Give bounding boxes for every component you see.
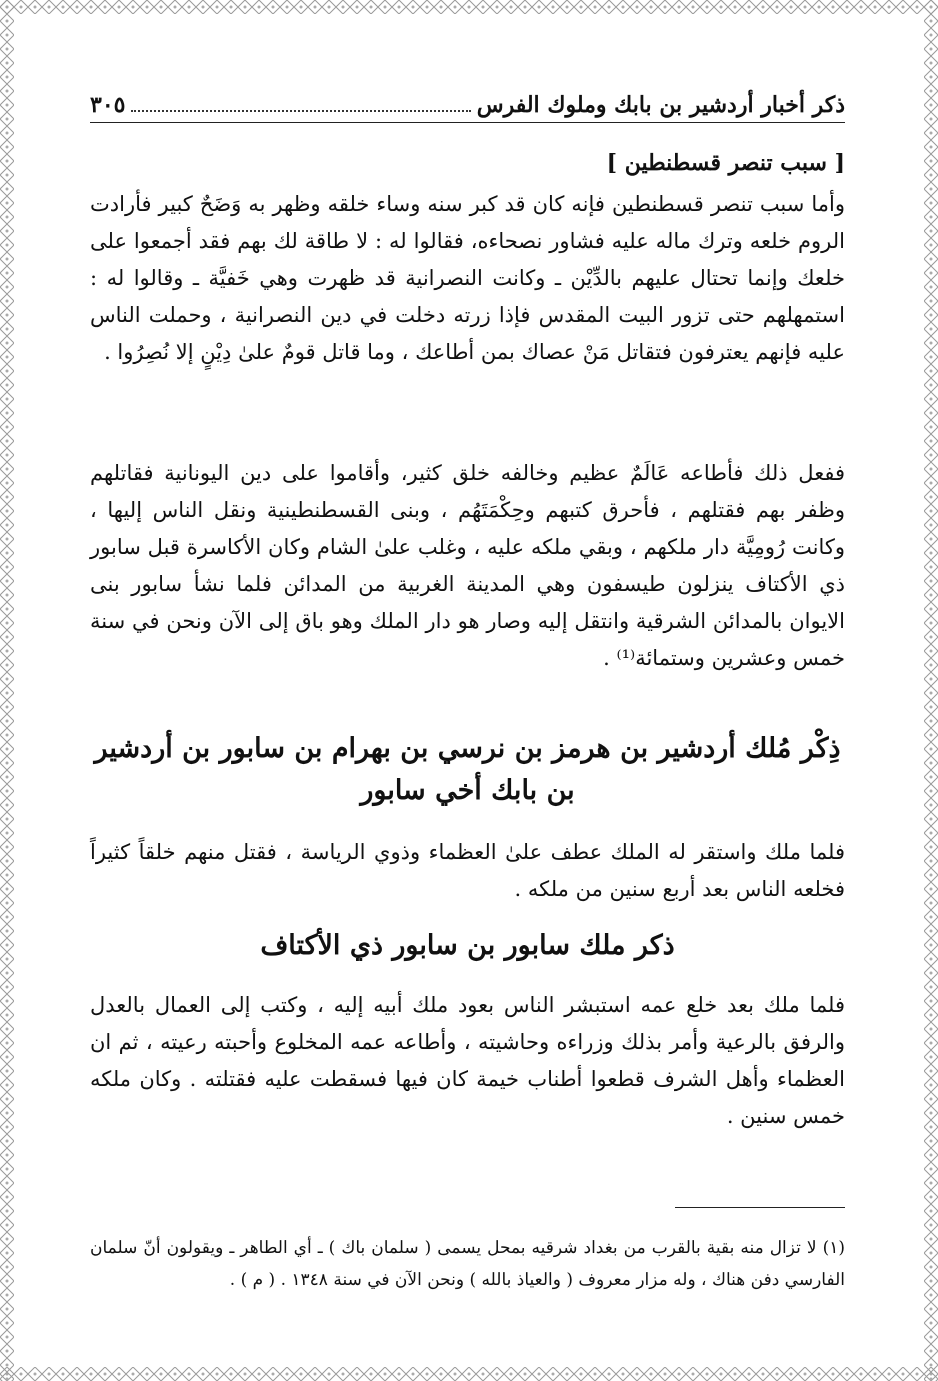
heading-sabur: ذكر ملك سابور بن سابور ذي الأكتاف [260,930,675,961]
decorative-border-bottom [0,1367,938,1381]
running-header [90,88,845,118]
page-number: ٣٠٥ [90,92,126,118]
paragraph-2: ففعل ذلك فأطاعه عَالَمٌ عظيم وخالفه خلق كثير، وأقاموا على دين اليونانية فقاتلهم وظفر بهم فقتلهم ، فأحرق كتبهم وحِكْمَتَهُم ، وبنى القسطنطينية ونقل الناس إليها ، وكانت رُومِيَّة دار ملكهم ، وبقي ملكه عليه ، وغلب علىٰ الشام وكان الأكاسرة قبل سابور ذي الأكتاف ينزلون طيسفون وهي المدينة الغربية من المدائن فلما نشأ سابور بنى الايوان بالمدائن الشرقية وانتقل إليه وصار هو دار الملك وهو باق إلى الآن ونحن في سنة خمس وعشرين وستمائة⁽¹⁾ . [90,461,845,670]
running-title: ذكر أخبار أردشير بن بابك وملوك الفرس [476,92,845,118]
footnote-rule [675,1207,845,1208]
decorative-border-top [0,0,938,14]
decorative-border-left [0,0,14,1381]
heading-ardashir: ذِكْر مُلك أردشير بن هرمز بن نرسي بن بهرام بن سابور بن أردشير بن بابك أخي سابور [94,733,841,806]
decorative-border-right [924,0,938,1381]
header-rule [90,122,845,123]
paragraph-3: فلما ملك واستقر له الملك عطف علىٰ العظماء وذوي الرياسة ، فقتل منهم خلقاً كثيراً فخلعه الناس بعد أربع سنين من ملكه . [90,840,845,901]
footnote: (١) لا تزال منه بقية بالقرب من بغداد شرقيه بمحل يسمى ( سلمان باك ) ـ أي الطاهر ـ ويقولون أنّ سلمان الفارسي دفن هناك ، وله مزار معروف ( والعياذ بالله ) ونحن الآن في سنة ١٣٤٨ . ( م ) . [90,1238,845,1290]
section-label: [ سبب تنصر قسطنطين ] [606,150,845,176]
paragraph-1: وأما سبب تنصر قسطنطين فإنه كان قد كبر سنه وساء خلقه وظهر به وَضَحٌ كبير فأرادت الروم خلعه وترك ماله عليه فشاور نصحاءه، فقالوا له : لا طاقة لك بهم فقد أجمعوا على خلعك وإنما تحتال عليهم بالدِّيْن ـ وكانت النصرانية قد ظهرت وهي خَفيَّة ـ وقالوا له : استمهلهم حتى تزور البيت المقدس فإذا زرته دخلت في دين النصرانية ، وحملت الناس عليه فإنهم يعترفون فتقاتل مَنْ عصاك بمن أطاعك ، وما قاتل قومٌ علىٰ دِيْنٍ إلا نُصِرُوا . [90,192,845,364]
leader-dots [131,110,470,112]
paragraph-4: فلما ملك بعد خلع عمه استبشر الناس بعود ملك أبيه إليه ، وكتب إلى العمال بالعدل والرفق بالرعية وأمر بذلك وزراءه وحاشيته ، وأطاعه عمه المخلوع وأحبته رعيته ، ثم ان العظماء وأهل الشرف قطعوا أطناب خيمة كان فيها فسقطت عليه فقتلته . وكان ملكه خمس سنين . [90,993,845,1128]
